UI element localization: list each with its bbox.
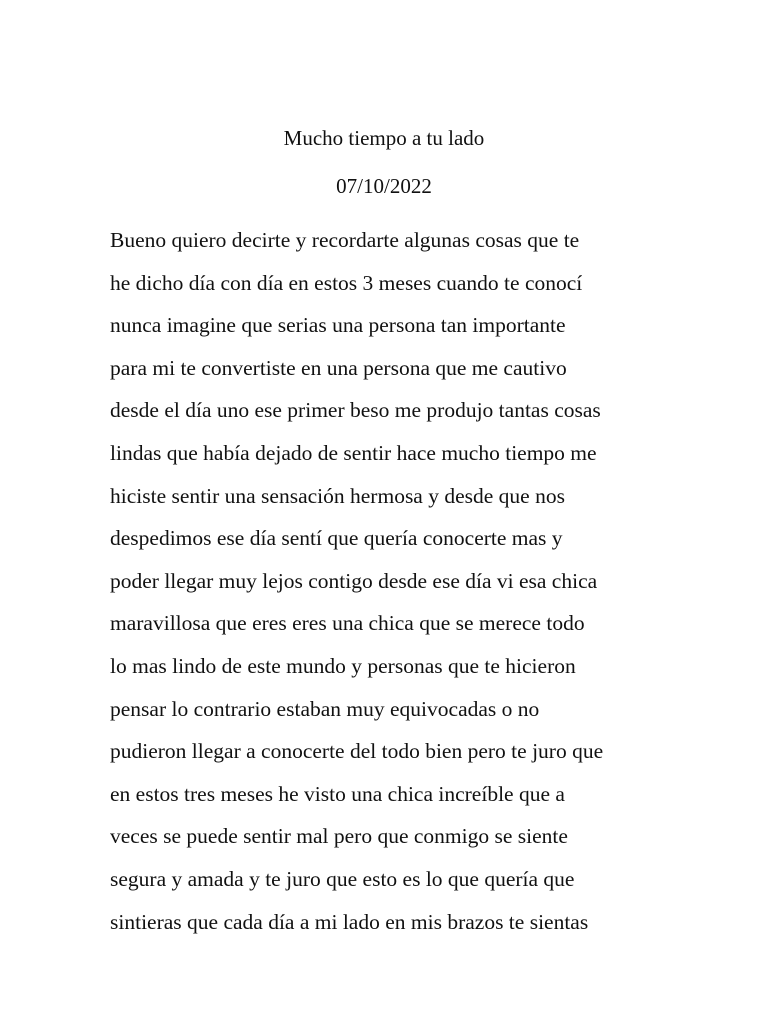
body-line: lindas que había dejado de sentir hace mucho tiempo me	[110, 440, 597, 465]
body-line: hiciste sentir una sensación hermosa y desde que nos	[110, 483, 565, 508]
body-line: poder llegar muy lejos contigo desde ese día vi esa chica	[110, 568, 598, 593]
document-body	[110, 224, 670, 948]
body-line: nunca imagine que serias una persona tan importante	[110, 313, 566, 338]
document-date: 07/10/2022	[336, 174, 432, 198]
body-line: pensar lo contrario estaban muy equivocadas o no	[110, 696, 540, 721]
body-line: pudieron llegar a conocerte del todo bien pero te juro que	[110, 739, 604, 764]
body-line: lo mas lindo de este mundo y personas que te hicieron	[110, 653, 576, 678]
body-line: maravillosa que eres eres una chica que se merece todo	[110, 611, 585, 636]
body-line: sintieras que cada día a mi lado en mis brazos te sientas	[110, 909, 589, 934]
body-line: segura y amada y te juro que esto es lo que quería que	[110, 866, 575, 891]
body-line: despedimos ese día sentí que quería conocerte mas y	[110, 526, 563, 551]
document-title: Mucho tiempo a tu lado	[283, 126, 485, 150]
body-line: veces se puede sentir mal pero que conmigo se siente	[110, 824, 568, 849]
body-line: para mi te convertiste en una persona que me cautivo	[110, 355, 567, 380]
body-line: desde el día uno ese primer beso me produjo tantas cosas	[110, 398, 601, 423]
body-line: en estos tres meses he visto una chica increíble que a	[110, 781, 565, 806]
body-line: he dicho día con día en estos 3 meses cuando te conocí	[110, 270, 583, 295]
body-line: Bueno quiero decirte y recordarte algunas cosas que te	[110, 228, 580, 252]
